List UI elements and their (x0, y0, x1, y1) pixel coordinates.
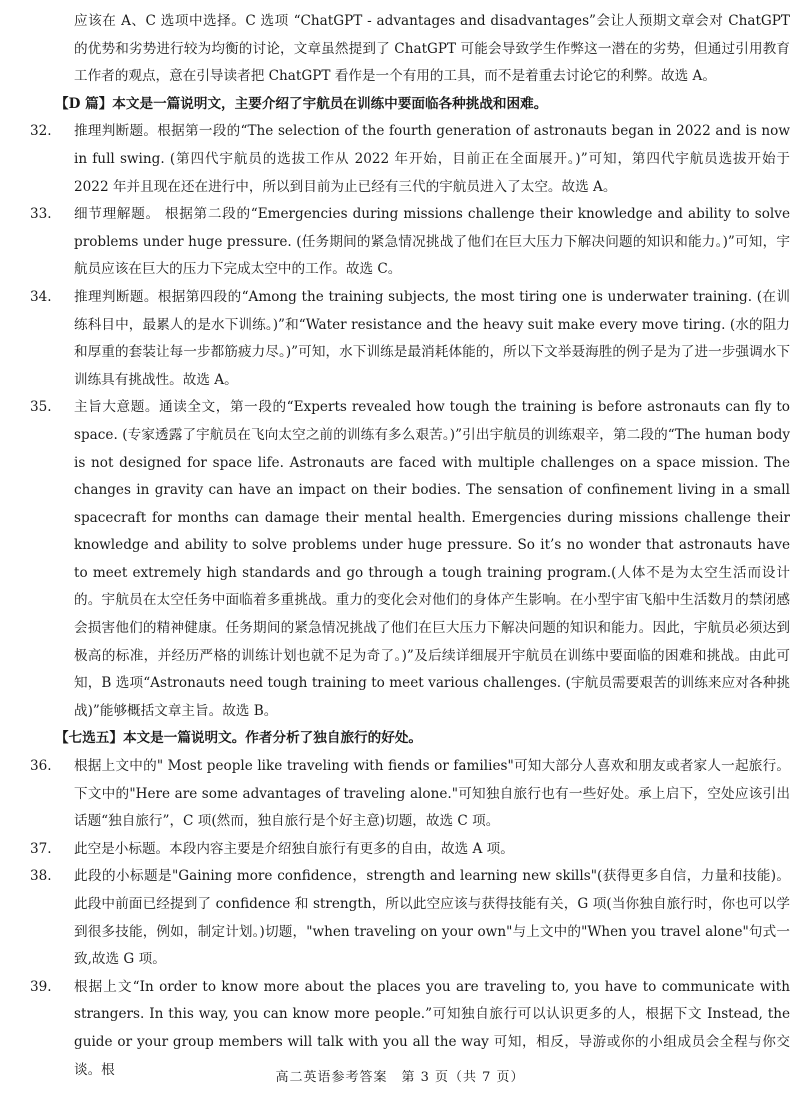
item-number: 35. (30, 399, 52, 416)
item-explanation: 推理判断题。根据第四段的“Among the training subjects, the most tiring one is underwater training. (在训练科目中，最累人的是水下训练。)”和“Water resistance and the heavy suit make every move tiring. (水的阻力和厚重的套装让每一步都筋疲力尽。)”可知，水下训练是最消耗体能的，所以下文举聂海胜的例子是为了进一步强调水下训练具有挑战性。故选 A。 (74, 288, 790, 388)
item-explanation: 此段的小标题是"Gaining more confidence，strength and learning new skills"(获得更多自信，力量和技能)。此段中前面已经提到了 confidence 和 strength，所以此空应该与获得技能有关，G 项(当你独自旅行时，你也可以学到很多技能，例如，制定计划。)切题，"when traveling on your own"与上文中的"When you travel alone"句式一致,故选 G 项。 (74, 868, 790, 968)
item-explanation: 主旨大意题。通读全文，第一段的“Experts revealed how tough the training is before astronauts can fly to space. (专家透露了宇航员在飞向太空之前的训练有多么艰苦。)”引出宇航员的训练艰辛，第二段的“The human body is not designed for space life. Astronauts are faced with multiple challenges on a space mission. The changes in gravity can have an impact on their bodies. The sensation of confinement living in a small spacecraft for months can damage their mental health. Emergencies during missions challenge their knowledge and ability to solve problems under huge pressure. So it’s no wonder that astronauts have to meet extremely high standards and go through a tough training program.(人体不是为太空生活而设计的。宇航员在太空任务中面临着多重挑战。重力的变化会对他们的身体产生影响。在小型宇宙飞船中生活数月的禁闭感会损害他们的精神健康。任务期间的紧急情况挑战了他们在巨大压力下解决问题的知识和能力。因此，宇航员必须达到极高的标准，并经历严格的训练计划也就不足为奇了。)”及后续详细展开宇航员在训练中要面临的困难和挑战。由此可知，B 选项“Astronauts need tough training to meet various challenges. (宇航员需要艰苦的训练来应对各种挑战)”能够概括文章主旨。故选 B。 (74, 399, 790, 719)
answer-item-34 (30, 284, 790, 394)
item-number: 33. (30, 206, 52, 223)
item-explanation: 此空是小标题。本段内容主要是介绍独自旅行有更多的自由，故选 A 项。 (74, 840, 514, 857)
item-explanation: 根据上文中的" Most people like traveling with fiends or families"可知大部分人喜欢和朋友或者家人一起旅行。下文中的"Here are some advantages of traveling alone."可知独自旅行也有一些好处。承上启下，空处应该引出话题“独自旅行”，C 项(然而，独自旅行是个好主意)切题，故选 C 项。 (74, 758, 790, 830)
page-footer: 高二英语参考答案 第 3 页（共 7 页） (275, 1070, 525, 1085)
answer-key-page (30, 8, 790, 1084)
item-explanation: 根据上文“In order to know more about the places you are traveling to, you have to communicate with strangers. In this way, you can know more people.”可知独自旅行可以认识更多的人，根据下文 Instead, the guide or your group members will talk with you all the way 可知，相反，导游或你的小组成员会全程与你交谈。根 (74, 978, 790, 1078)
item-number: 39. (30, 978, 52, 995)
item-number: 38. (30, 868, 52, 885)
item-explanation: 推理判断题。根据第一段的“The selection of the fourth generation of astronauts began in 2022 and is now in full swing. (第四代宇航员的选拔工作从 2022 年开始，目前正在全面展开。)”可知，第四代宇航员选拔开始于 2022 年并且现在还在进行中，所以到目前为止已经有三代的宇航员进入了太空。故选 A。 (74, 123, 790, 195)
item-number: 37. (30, 840, 52, 857)
answer-item-36 (30, 753, 790, 836)
answer-item-37 (30, 836, 790, 864)
item-explanation: 细节理解题。 根据第二段的“Emergencies during missions challenge their knowledge and ability to solve problems under huge pressure. (任务期间的紧急情况挑战了他们在巨大压力下解决问题的知识和能力。)”可知，宇航员应该在巨大的压力下完成太空中的工作。故选 C。 (74, 206, 790, 278)
answer-item-35 (30, 394, 790, 725)
section-seven-heading: 【七选五】本文是一篇说明文。作者分析了独自旅行的好处。 (55, 730, 423, 747)
answer-item-33 (30, 201, 790, 284)
intro-paragraph: 应该在 A、C 选项中选择。C 选项 “ChatGPT - advantages and disadvantages”会让人预期文章会对 ChatGPT 的优势和劣势进行较为均衡的讨论，文章虽然提到了 ChatGPT 可能会导致学生作弊这一潜在的劣势，但通过引用教育工作者的观点，意在引导读者把 ChatGPT 看作是一个有用的工具，而不是着重去讨论它的利弊。故选 A。 (74, 13, 790, 85)
answer-item-32 (30, 118, 790, 201)
item-number: 34. (30, 288, 52, 305)
answer-item-38 (30, 863, 790, 973)
section-d-heading: 【D 篇】本文是一篇说明文，主要介绍了宇航员在训练中要面临各种挑战和困难。 (55, 95, 548, 112)
item-number: 36. (30, 758, 52, 775)
item-number: 32. (30, 123, 52, 140)
